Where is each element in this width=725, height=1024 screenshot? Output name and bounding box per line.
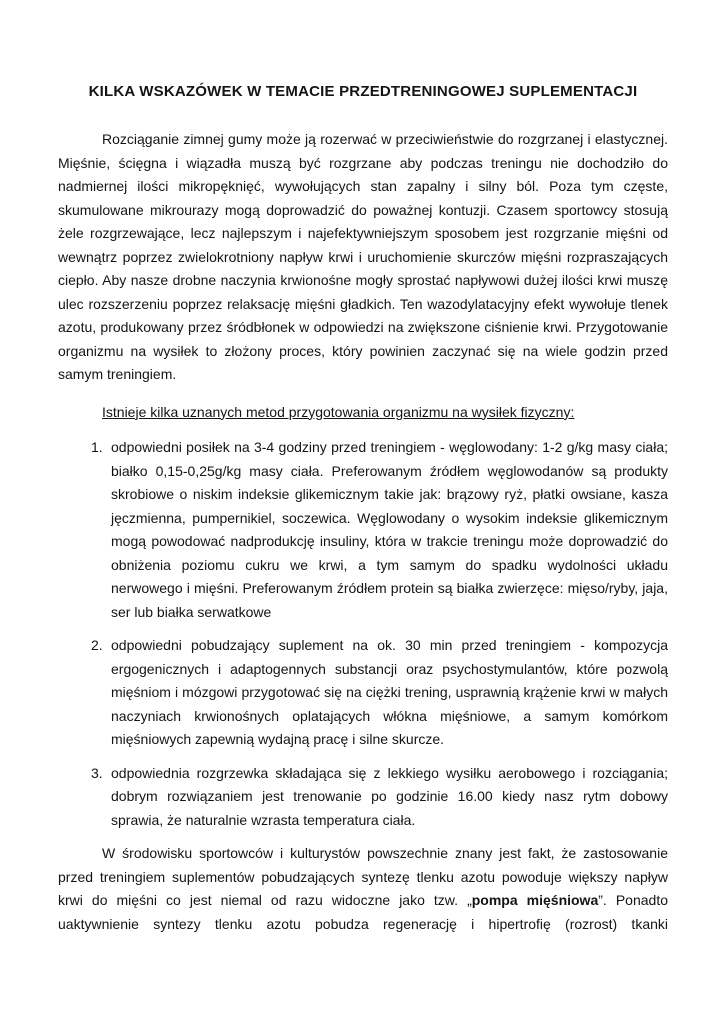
methods-list	[58, 436, 668, 832]
list-item	[58, 436, 668, 624]
list-item-number: 3.	[91, 764, 103, 781]
list-item-text: odpowiedni posiłek na 3-4 godziny przed treningiem - węglowodany: 1-2 g/kg masy ciała; białko 0,15-0,25g/kg masy ciała. Preferowanym źródłem węglowodanów są produkty skrobiowe o niskim indeksie glikemicznym takie jak: brązowy ryż, płatki owsiane, kasza jęczmienna, pumpernikiel, soczewica. Węglowodany o wysokim indeksie glikemicznym mogą powodować nadprodukcję insuliny, która w trakcie treningu może doprowadzić do obniżenia poziomu cukru we krwi, a tym samym do spadku wydolności układu nerwowego i mięśni. Preferowanym źródłem protein są białka zwierzęce: mięso/ryby, jaja, ser lub białka serwatkowe	[111, 439, 668, 620]
list-item-number: 1.	[91, 439, 103, 455]
methods-heading: Istnieje kilka uznanych metod przygotowania organizmu na wysiłek fizyczny:	[102, 403, 575, 420]
list-item-text: odpowiedni pobudzający suplement na ok. 30 min przed treningiem - kompozycja ergogenicznych i adaptogennych substancji oraz psychostymulantów, które pozwolą mięśniom i mózgowi przygotować się na ciężki trening, usprawnią krążenie krwi w małych naczyniach krwionośnych oplatających włókna mięśniowe, a samym komórkom mięśniowych zapewnią wydajną pracę i silne skurcze.	[111, 637, 668, 747]
bold-term-muscle-pump: pompa mięśniowa	[471, 892, 599, 908]
closing-paragraph-text-before: W środowisku sportowców i kulturystów powszechnie znany jest fakt, że zastosowanie przed treningiem suplementów pobudzających syntezę tlenku azotu powoduje większy napływ krwi do mięśni co jest niemal od razu widoczne jako tzw. „	[58, 845, 668, 908]
list-item-text: odpowiednia rozgrzewka składająca się z lekkiego wysiłku aerobowego i rozciągania; dobrym rozwiązaniem jest trenowanie po godzinie 16.00 kiedy nasz rytm dobowy sprawia, że naturalnie wzrasta temperatura ciała.	[111, 764, 668, 828]
intro-paragraph: Rozciąganie zimnej gumy może ją rozerwać w przeciwieństwie do rozgrzanej i elastycznej. Mięśnie, ścięgna i wiązadła muszą być rozgrzane aby podczas treningu nie dochodziło do nadmiernej ilości mikropęknięć, wywołujących stan zapalny i silny ból. Poza tym częste, skumulowane mikrourazy mogą doprowadzić do poważnej kontuzji. Czasem sportowcy stosują żele rozgrzewające, lecz najlepszym i najefektywniejszym sposobem jest rozgrzanie mięśni od wewnątrz poprzez zwielokrotniony napływ krwi i uruchomienie skurczów mięśni rozpraszających ciepło. Aby nasze drobne naczynia krwionośne mogły sprostać napływowi dużej ilości krwi muszę ulec rozszerzeniu poprzez relaksację mięśni gładkich. Ten wazodylatacyjny efekt wywołuje tlenek azotu, produkowany przez śródbłonek w odpowiedzi na zwiększone ciśnienie krwi. Przygotowanie organizmu na wysiłek to złożony proces, który powinien zaczynać się na wiele godzin przed samym treningiem.	[58, 131, 668, 382]
closing-paragraph-text-after: ”. Ponadto uaktywnienie syntezy tlenku azotu pobudza regenerację i hipertrofię (rozrost) tkanki	[58, 892, 668, 932]
list-item	[58, 762, 668, 833]
list-item	[58, 634, 668, 752]
list-item-number: 2.	[91, 637, 103, 653]
closing-paragraph	[58, 842, 668, 936]
document-title: KILKA WSKAZÓWEK W TEMACIE PRZEDTRENINGOWEJ SUPLEMENTACJI	[88, 83, 638, 100]
